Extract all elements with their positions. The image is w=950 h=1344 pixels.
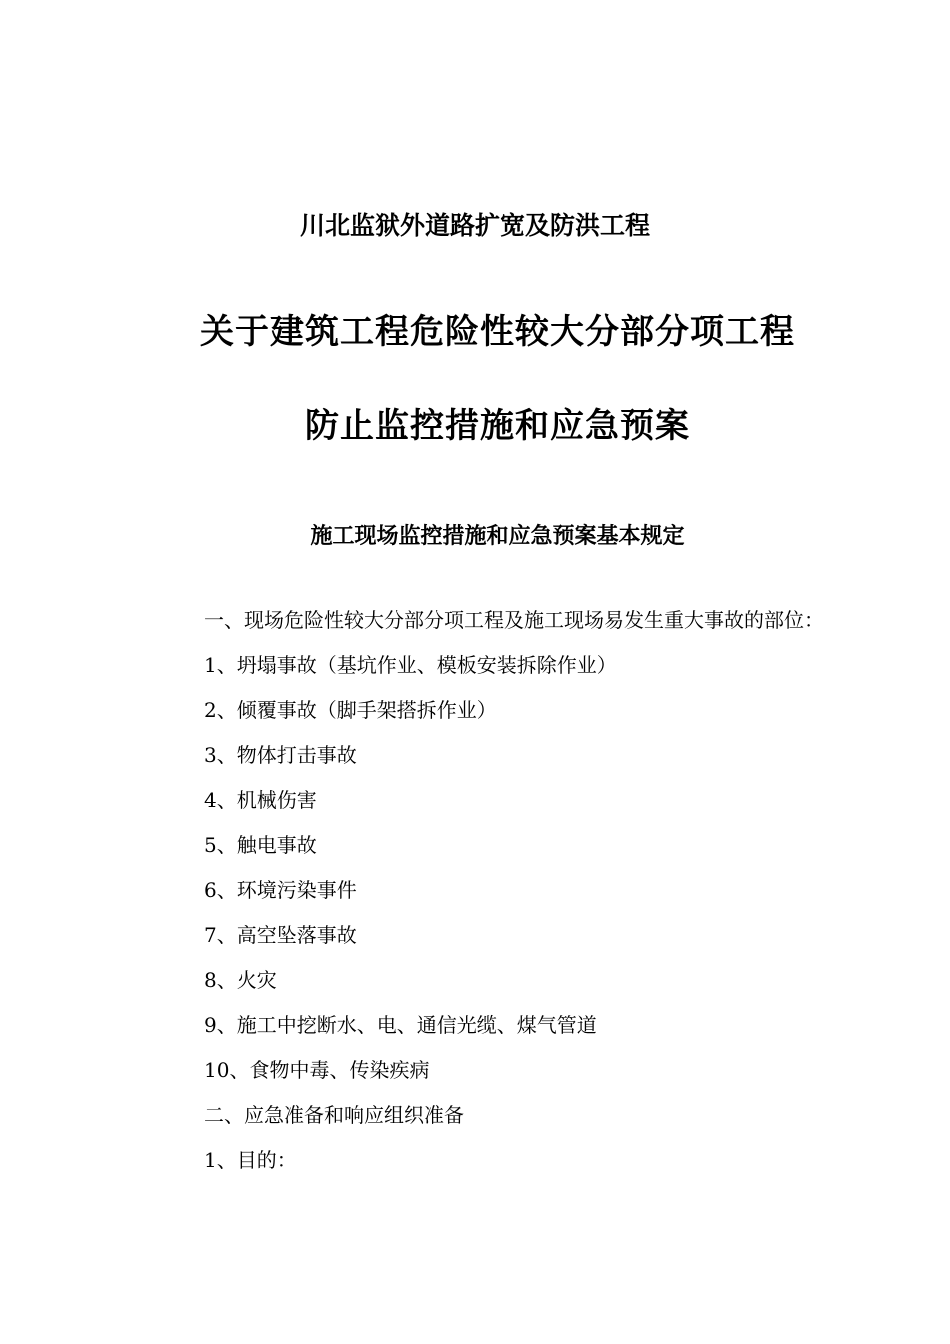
- main-title-line-1: 关于建筑工程危险性较大分部分项工程: [200, 312, 795, 352]
- list-item: 6、环境污染事件: [204, 878, 357, 902]
- main-title-line-2: 防止监控措施和应急预案: [305, 406, 690, 446]
- heading-emergency-preparation: 二、应急准备和响应组织准备: [204, 1103, 464, 1127]
- list-item: 7、高空坠落事故: [204, 923, 357, 947]
- list-item: 1、目的：: [204, 1148, 297, 1172]
- list-item: 9、施工中挖断水、电、通信光缆、煤气管道: [204, 1013, 597, 1037]
- project-title: 川北监狱外道路扩宽及防洪工程: [299, 211, 650, 240]
- document-body: [162, 598, 842, 1183]
- list-item: 1、坍塌事故（基坑作业、模板安装拆除作业）: [204, 653, 617, 677]
- list-item: 8、火灾: [204, 968, 277, 992]
- section-title: 施工现场监控措施和应急预案基本规定: [310, 523, 685, 549]
- list-item: 3、物体打击事故: [204, 743, 357, 767]
- list-item: 5、触电事故: [204, 833, 317, 857]
- list-item: 10、食物中毒、传染疾病: [204, 1058, 430, 1082]
- heading-dangerous-parts: 一、现场危险性较大分部分项工程及施工现场易发生重大事故的部位：: [204, 608, 824, 632]
- list-item: 4、机械伤害: [204, 788, 317, 812]
- list-item: 2、倾覆事故（脚手架搭拆作业）: [204, 698, 497, 722]
